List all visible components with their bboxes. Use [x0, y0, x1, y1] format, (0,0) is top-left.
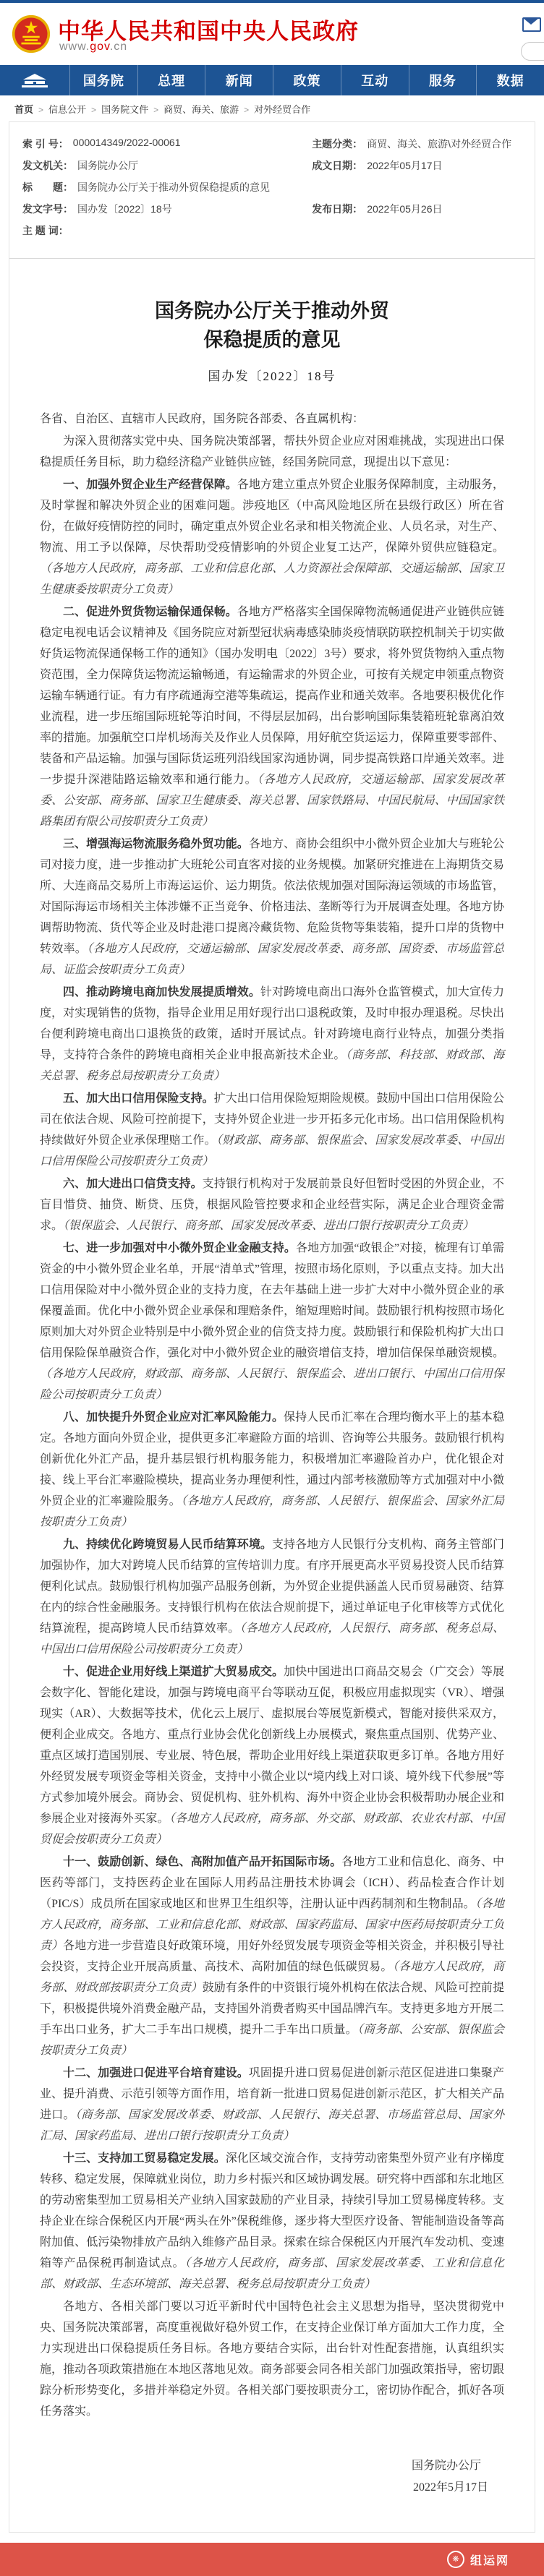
document-paragraph — [40, 1661, 504, 1850]
metadata-value: 商贸、海关、旅游\对外经贸合作 — [367, 138, 512, 150]
document-paragraph — [40, 2148, 504, 2295]
metadata-divider — [9, 258, 535, 259]
search-input[interactable] — [521, 42, 544, 61]
mail-icon[interactable] — [522, 17, 541, 32]
breadcrumb-separator: > — [38, 105, 44, 115]
metadata-value: 国务院办公厅关于推动外贸保稳提质的意见 — [77, 181, 270, 193]
nav-item-4[interactable]: 互动 — [341, 65, 409, 95]
paragraph-text: 扩大出口信用保险短期险规模。鼓励中国出口信用保险公司在依法合规、风险可控前提下，支持外贸企业进一步开拓多元化市场。出口信用保险机构持续做好外贸企业承保理赔工作。 — [40, 1092, 504, 1147]
document-paragraph — [40, 1238, 504, 1405]
section-heading: 一、加强外贸企业生产经营保障。 — [63, 479, 237, 491]
metadata-value: 国务院办公厅 — [77, 160, 138, 171]
signature-date: 2022年5月17日 — [412, 2481, 488, 2494]
nav-item-6[interactable]: 数据 — [496, 74, 524, 88]
signature-block — [9, 2455, 535, 2499]
document-paragraph — [40, 602, 504, 832]
breadcrumb — [0, 95, 544, 121]
responsibility-note: （各地方人民政府，人民银行、商务部、税务总局、中国出口信用保险公司按职责分工负责） — [40, 1622, 504, 1656]
metadata-cell — [22, 137, 312, 151]
metadata-row — [22, 158, 522, 173]
responsibility-note: （财政部、商务部、银保监会、国家发展改革委、中国出口信用保险公司按职责分工负责） — [40, 1134, 504, 1168]
document-paragraph — [40, 1088, 504, 1172]
responsibility-note: （各地方人民政府，商务部、国家发展改革委、工业和信息化部、财政部、生态环境部、海关总署、税务总局按职责分工负责） — [40, 2257, 504, 2290]
responsibility-note: （各地方人民政府，财政部、商务部、人民银行、银保监会、进出口银行、中国出口信用保险公司按职责分工负责） — [40, 1368, 504, 1401]
nav-item-5[interactable]: 服务 — [409, 65, 477, 95]
document-paragraph — [40, 1534, 504, 1660]
metadata-label: 标 题： — [22, 181, 73, 193]
responsibility-note: （各地方人民政府，商务部、工业和信息化部、财政部、国家药监局、国家中医药局按职责分工负责） — [40, 1898, 504, 1952]
metadata-cell — [22, 223, 522, 238]
paragraph-text: 各地方工业和信息化、商务、中医药等部门，支持医药企业在国际人用药品注册技术协调会（ICH）、药品检查合作计划（PIC/S）成员所在国家或地区和世界卫生组织等，注册认证中西药制剂和生物制品。 — [40, 1856, 504, 1910]
paragraph-text: 鼓励有条件的中资银行境外机构在依法合规、风险可控前提下，积极提供境外消费金融产品，支持国外消费者购买中国品牌汽车。支持更多地方开展二手车出口业务，扩大二手车出口规模，提升二手车出口质量。 — [40, 1982, 504, 2036]
document-paragraph — [40, 2296, 504, 2422]
metadata-cell — [22, 180, 522, 194]
main-nav — [0, 65, 544, 95]
paragraph-text: 加快中国进出口商品交易会（广交会）等展会数字化、智能化建设，加强与跨境电商平台等联动互促，积极应用虚拟现实（VR）、增强现实（AR）、大数据等技术，优化云上展厅、虚拟展台等展览新模式，智能对接供采双方，便利企业成交。各地方、重点行业协会优化创新线上办展模式，聚焦重点国别、优势产业、重点区域打造国别展、专业展、特色展，帮助企业用好线上渠道获取更多订单。各地方用好外经贸发展专项资金等相关资金，支持中小微企业以“境内线上对口谈、境外线下代参展”等方式参加境外展会。商协会、贸促机构、驻外机构、海外中资企业协会积极帮助办展企业和参展企业对接海外买家。 — [40, 1666, 504, 1825]
metadata-cell — [312, 202, 522, 216]
metadata-cell — [312, 158, 522, 173]
metadata-cell — [22, 158, 312, 173]
breadcrumb-link-4[interactable]: 对外经贸合作 — [254, 104, 311, 115]
paragraph-text: 支持银行机构对于发展前景良好但暂时受困的外贸企业，不盲目惜贷、抽贷、断贷、压贷，根据风险管控要求和企业经营实际，满足企业合理资金需求。 — [40, 1178, 504, 1232]
responsibility-note: （商务部、科技部、财政部、海关总署、税务总局按职责分工负责） — [40, 1049, 504, 1082]
metadata-value: 2022年05月17日 — [367, 160, 443, 171]
document-paragraph — [40, 1852, 504, 2061]
section-heading: 十、促进企业用好线上渠道扩大贸易成交。 — [63, 1666, 284, 1678]
responsibility-note: （各地方人民政府，商务部、财政部按职责分工负责） — [40, 1961, 504, 1994]
document-title: 国务院办公厅关于推动外贸保稳提质的意见 — [155, 300, 389, 351]
metadata-row — [22, 137, 522, 151]
nav-item-0[interactable]: 国务院 — [70, 65, 138, 95]
document-paragraph — [40, 1173, 504, 1236]
paragraph-text: 为深入贯彻落实党中央、国务院决策部署，帮扶外贸企业应对困难挑战，实现进出口保稳提质任务目标，助力稳经济稳产业链供应链，经国务院同意，现提出以下意见： — [40, 435, 504, 468]
site-title: 中华人民共和国中央人民政府 — [58, 19, 359, 44]
paragraph-text: 各地方严格落实全国保障物流畅通促进产业链供应链稳定电视电话会议精神及《国务院应对新型冠状病毒感染肺炎疫情联防联控机制关于切实做好货运物流保通保畅工作的通知》（国办发明电〔2022〕3号）要求，将外贸货物纳入重点物资范围，全力保障货运物流运输畅通，有运输需求的外贸企业，可按有关规定申领重点物资运输车辆通行证。有力有序疏通海空港等集疏运，提高作业和通关效率。各地要积极优化作业流程，进一步压缩国际班轮等泊时间，不得层层加码，出台影响国际集装箱班轮靠离泊效率的措施。加强航空口岸机场海关及作业人员保障，用好航空货运运力，保障重要零部件、装备和产品运输。加强与国际货运班列沿线国家沟通协调，同步提高铁路口岸通关效率。进一步提升深港陆路运输效率和通行能力。 — [40, 606, 504, 786]
metadata-value: 2022年05月26日 — [367, 203, 443, 215]
document-metadata — [9, 122, 535, 249]
breadcrumb-link-0[interactable]: 首页 — [14, 104, 34, 115]
responsibility-note: （银保监会、人民银行、商务部、国家发展改革委、进出口银行按职责分工负责） — [63, 1220, 475, 1232]
metadata-label: 发布日期： — [312, 203, 363, 215]
responsibility-note: （各地方人民政府，商务部、人民银行、银保监会、国家外汇局按职责分工负责） — [40, 1495, 504, 1528]
section-heading: 十二、加强进口促进平台培育建设。 — [63, 2067, 249, 2079]
section-heading: 二、促进外贸货物运输保通保畅。 — [63, 606, 237, 618]
metadata-cell — [22, 202, 312, 216]
footer-site-name: 组运网 — [469, 2554, 509, 2567]
responsibility-note: （各地方人民政府，交通运输部、国家发展改革委、公安部、商务部、国家卫生健康委、海关总署、国家铁路局、中国民航局、中国国家铁路集团有限公司按职责分工负责） — [40, 774, 504, 828]
responsibility-note: （各地方人民政府，商务部、外交部、财政部、农业农村部、中国贸促会按职责分工负责） — [40, 1813, 504, 1846]
paragraph-text: 支持各地方人民银行分支机构、商务主管部门加强协作，加大对跨境人民币结算的宣传培训力度。有序开展更高水平贸易投资人民币结算便利化试点。鼓励银行机构加强产品服务创新，为外贸企业提供涵盖人民币贸易融资、结算在内的综合性金融服务。支持银行机构在依法合规前提下，通过单证电子化审核等方式优化结算流程，提高跨境人民币结算效率。 — [40, 1539, 504, 1635]
paragraph-text: 深化区域交流合作，支持劳动密集型外贸产业有序梯度转移、稳定发展，保障就业岗位，助力乡村振兴和区域协调发展。研究将中西部和东北地区的劳动密集型加工贸易相关产业纳入国家鼓励的产业目录，持续引导加工贸易梯度转移。支持企业在综合保税区内开展“两头在外”保税维修，逐步将大型医疗设备、智能制造设备等高附加值、低污染物排放产品纳入维修产品目录。探索在综合保税区内开展汽车发动机、变速箱等产品保税再制造试点。 — [40, 2152, 504, 2269]
breadcrumb-separator: > — [91, 105, 97, 115]
site-url-gov: gov — [90, 40, 110, 53]
section-heading: 七、进一步加强对中小微外贸企业金融支持。 — [63, 1242, 296, 1254]
responsibility-note: （各地方人民政府，商务部、工业和信息化部、人力资源社会保障部、交通运输部、国家卫生健康委按职责分工负责） — [40, 562, 504, 596]
responsibility-note: （商务部、公安部、银保监会按职责分工负责） — [40, 2024, 504, 2057]
nav-item-1[interactable]: 总理 — [138, 65, 206, 95]
document-paragraph — [40, 2063, 504, 2147]
paragraph-text: 保持人民币汇率在合理均衡水平上的基本稳定。各地方面向外贸企业，提供更多汇率避险方面的培训、咨询等公共服务。鼓励银行机构创新优化外汇产品，提升基层银行机构服务能力，积极增加汇率避险首办户，优化银企对接、线上平台汇率避险模块，提高业务办理便利性，通过内部考核激励等方式加强对中小微外贸企业的汇率避险服务。 — [40, 1411, 504, 1507]
paragraph-text: 巩固提升进口贸易促进创新示范区促进进口集聚产业、提升消费、示范引领等方面作用，培育新一批进口贸易促进创新示范区，扩大相关产品进口。 — [40, 2067, 504, 2121]
site-masthead — [0, 3, 544, 65]
breadcrumb-separator: > — [244, 105, 250, 115]
responsibility-note: （商务部、国家发展改革委、财政部、人民银行、海关总署、市场监管总局、国家外汇局、国家药监局、进出口银行按职责分工负责） — [40, 2109, 504, 2142]
document-body — [9, 384, 535, 2422]
site-url — [59, 40, 127, 54]
section-heading: 六、加大进出口信贷支持。 — [63, 1178, 203, 1190]
metadata-label: 成文日期： — [312, 160, 363, 171]
metadata-label: 主题分类： — [312, 138, 363, 150]
metadata-row — [22, 202, 522, 216]
nav-item-3[interactable]: 政策 — [273, 65, 341, 95]
signature-agency: 国务院办公厅 — [411, 2460, 481, 2472]
site-url-cn: .cn — [109, 40, 128, 53]
metadata-label: 主 题 词： — [22, 225, 69, 236]
section-heading: 八、加快提升外贸企业应对汇率风险能力。 — [63, 1411, 284, 1424]
section-heading: 十三、支持加工贸易稳定发展。 — [63, 2152, 226, 2165]
footer-logo-icon: ❋ — [447, 2551, 464, 2568]
breadcrumb-separator: > — [153, 105, 159, 115]
footer-bar — [0, 2543, 544, 2576]
tiananmen-home-icon — [20, 71, 49, 90]
paragraph-text: 各地方建立重点外贸企业服务保障制度，主动服务，及时掌握和解决外贸企业的困难问题。涉疫地区（中高风险地区所在县级行政区）所在省份，在做好疫情防控的同时，确定重点外贸企业名录和相关物流企业、人员名录，对生产、物流、用工予以保障，尽快帮助受疫情影响的外贸企业复工达产，保障外贸供应链稳定。 — [40, 479, 504, 554]
document-paragraph — [40, 982, 504, 1087]
metadata-value: 国办发〔2022〕18号 — [77, 203, 172, 215]
section-heading: 十一、鼓励创新、绿色、高附加值产品开拓国际市场。 — [63, 1856, 342, 1868]
responsibility-note: （各地方人民政府，交通运输部、国家发展改革委、商务部、国资委、市场监管总局、证监会按职责分工负责） — [40, 943, 504, 976]
paragraph-text: 各地方进一步营造良好政策环境，用好外经贸发展专项资金等相关资金，并积极引导社会投资，支持企业开展高质量、高技术、高附加值的绿色低碳贸易。 — [40, 1940, 504, 1973]
section-heading: 三、增强海运物流服务稳外贸功能。 — [63, 838, 249, 850]
document-paragraph — [40, 474, 504, 600]
section-heading: 五、加大出口信用保险支持。 — [63, 1092, 214, 1105]
section-heading: 九、持续优化跨境贸易人民币结算环境。 — [63, 1539, 272, 1551]
breadcrumb-link-3[interactable]: 商贸、海关、旅游 — [163, 104, 239, 115]
metadata-cell — [312, 137, 522, 151]
nav-home-button[interactable] — [0, 65, 70, 95]
breadcrumb-link-1[interactable]: 信息公开 — [48, 104, 87, 115]
document-number: 国办发〔2022〕18号 — [208, 369, 336, 383]
document-content-box — [9, 121, 535, 2533]
section-heading: 四、推动跨境电商加快发展提质增效。 — [63, 986, 260, 998]
document-paragraph — [40, 834, 504, 980]
paragraph-text: 各地方加强“政银企”对接，梳理有订单需资金的中小微外贸企业名单，开展“清单式”管理，按照市场化原则，予以重点支持。加大出口信用保险对中小微外贸企业的支持力度，在去年基础上进一步扩大对中小微外贸企业的承保覆盖面。优化中小微外贸企业承保和理赔条件，缩短理赔时间。鼓励银行机构按照市场化原则加大对外贸企业特别是中小微外贸企业的信贷支持力度。鼓励银行和保险机构扩大出口信用保险保单融资合作，强化对中小微外贸企业的融资增信支持，增加信保保单融资规模。 — [40, 1242, 504, 1359]
metadata-value: 000014349/2022-00061 — [72, 137, 181, 148]
paragraph-text: 各地方、各相关部门要以习近平新时代中国特色社会主义思想为指导，坚决贯彻党中央、国务院决策部署，高度重视做好稳外贸工作，在支持企业保订单方面加大工作力度，全力实现进出口保稳提质任务目标。各地方要结合实际，出台针对性配套措施，认真组织实施，推动各项政策措施在本地区落地见效。商务部要会同各相关部门加强政策指导，密切跟踪分析形势变化，多措并举稳定外贸。各相关部门要按职责分工，密切协作配合，抓好各项任务落实。 — [40, 2301, 504, 2418]
document-paragraph — [40, 431, 504, 473]
paragraph-text: 针对跨境电商出口海外仓监管模式，加大宣传力度，对实现销售的货物，指导企业用足用好现行出口退税政策，及时申报办理退税。尽快出台便利跨境电商出口退换货的政策，适时开展试点。针对跨境电商行业特点，加强分类指导，支持符合条件的跨境电商相关企业申报高新技术企业。 — [40, 986, 504, 1061]
paragraph-text: 各省、自治区、直辖市人民政府，国务院各部委、各直属机构： — [40, 413, 365, 425]
metadata-row — [22, 180, 522, 194]
document-paragraph — [40, 1407, 504, 1533]
breadcrumb-link-2[interactable]: 国务院文件 — [101, 104, 149, 115]
national-emblem-icon — [12, 14, 51, 54]
document-paragraph — [40, 408, 504, 429]
metadata-label: 索 引 号： — [22, 138, 69, 150]
metadata-label: 发文机关： — [22, 160, 73, 171]
site-url-www: www. — [59, 40, 90, 53]
metadata-row — [22, 223, 522, 238]
metadata-label: 发文字号： — [22, 203, 73, 215]
paragraph-text: 各地方、商协会组织中小微外贸企业加大与班轮公司对接力度，进一步推动扩大班轮公司直客对接的业务规模。加紧研究推进在上海期货交易所、大连商品交易所上市海运运价、运力期货。依法依规加强对国际海运领域的市场监管，对国际海运市场相关主体涉嫌不正当竞争、价格违法、垄断等行为开展调查处理。各地方协调帮助物流、货代等企业及时赴港口提离冷藏货物、危险货物等集装箱，提升口岸的货物中转效率。 — [40, 838, 504, 955]
nav-item-2[interactable]: 新闻 — [205, 65, 273, 95]
